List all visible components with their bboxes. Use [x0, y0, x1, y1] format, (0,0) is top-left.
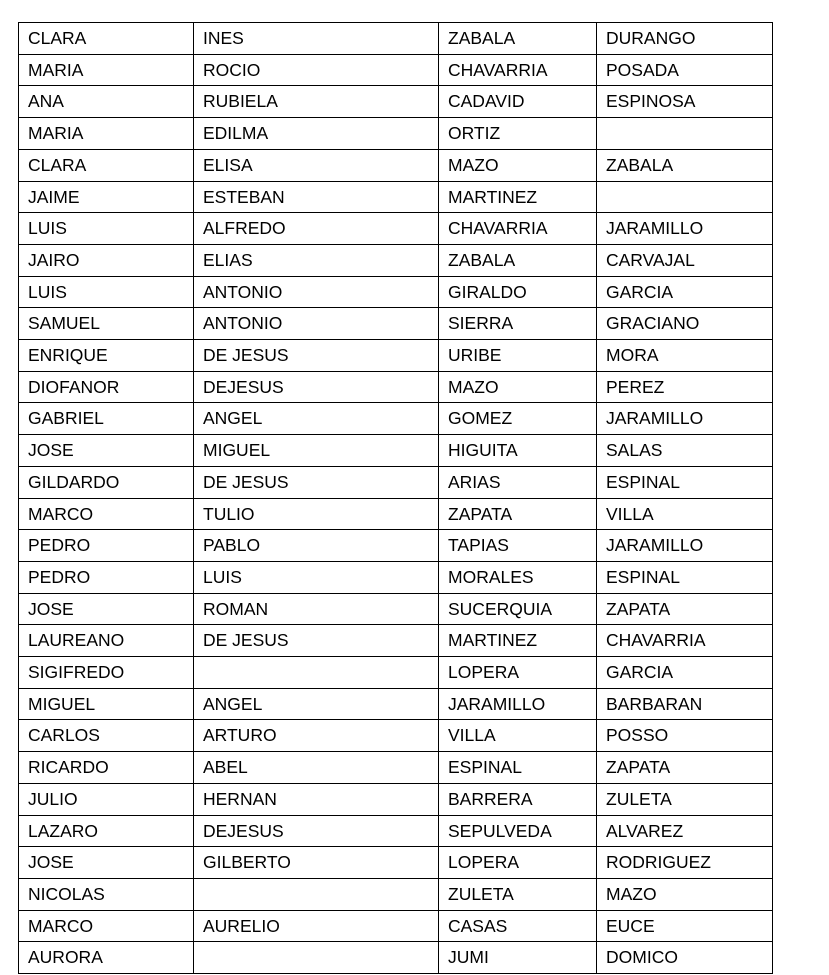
table-row: [19, 783, 773, 815]
table-cell: JOSE: [19, 847, 194, 879]
table-cell: ABEL: [194, 752, 439, 784]
table-cell: RUBIELA: [194, 86, 439, 118]
table-cell: ROCIO: [194, 54, 439, 86]
table-cell: ENRIQUE: [19, 340, 194, 372]
table-cell: MARIA: [19, 54, 194, 86]
table-cell: URIBE: [439, 340, 597, 372]
table-row: [19, 403, 773, 435]
table-cell: CLARA: [19, 149, 194, 181]
table-cell: GARCIA: [597, 276, 773, 308]
table-cell: HERNAN: [194, 783, 439, 815]
table-cell: ESPINAL: [597, 561, 773, 593]
table-cell: JARAMILLO: [597, 213, 773, 245]
table-cell: JARAMILLO: [597, 403, 773, 435]
table-cell: POSSO: [597, 720, 773, 752]
table-cell: EUCE: [597, 910, 773, 942]
table-cell: ALVAREZ: [597, 815, 773, 847]
names-table: [18, 22, 773, 974]
table-row: [19, 308, 773, 340]
table-cell: ESTEBAN: [194, 181, 439, 213]
table-cell: RICARDO: [19, 752, 194, 784]
table-cell: MORALES: [439, 561, 597, 593]
table-cell: ESPINAL: [439, 752, 597, 784]
table-cell: CHAVARRIA: [597, 625, 773, 657]
table-row: [19, 530, 773, 562]
table-cell: JUMI: [439, 942, 597, 974]
table-cell: ZAPATA: [597, 752, 773, 784]
table-row: [19, 371, 773, 403]
table-cell: EDILMA: [194, 118, 439, 150]
table-cell: ANGEL: [194, 403, 439, 435]
table-cell: JOSE: [19, 435, 194, 467]
table-row: [19, 815, 773, 847]
table-row: [19, 878, 773, 910]
table-cell: LOPERA: [439, 657, 597, 689]
table-cell: CHAVARRIA: [439, 213, 597, 245]
table-cell: GOMEZ: [439, 403, 597, 435]
table-cell: LUIS: [19, 276, 194, 308]
table-cell: ELIAS: [194, 244, 439, 276]
table-cell: POSADA: [597, 54, 773, 86]
table-cell: VILLA: [597, 498, 773, 530]
table-cell: [194, 942, 439, 974]
table-cell: LAUREANO: [19, 625, 194, 657]
table-row: [19, 276, 773, 308]
table-cell: INES: [194, 23, 439, 55]
table-cell: NICOLAS: [19, 878, 194, 910]
table-cell: CARVAJAL: [597, 244, 773, 276]
table-cell: ZABALA: [597, 149, 773, 181]
table-cell: ZABALA: [439, 244, 597, 276]
table-cell: ALFREDO: [194, 213, 439, 245]
table-row: [19, 752, 773, 784]
table-cell: [597, 118, 773, 150]
table-row: [19, 910, 773, 942]
table-cell: LOPERA: [439, 847, 597, 879]
table-row: [19, 688, 773, 720]
table-cell: ANA: [19, 86, 194, 118]
table-row: [19, 498, 773, 530]
table-row: [19, 118, 773, 150]
names-table-body: [19, 23, 773, 974]
table-cell: JARAMILLO: [597, 530, 773, 562]
table-cell: PABLO: [194, 530, 439, 562]
table-cell: GRACIANO: [597, 308, 773, 340]
table-cell: DIOFANOR: [19, 371, 194, 403]
table-cell: ORTIZ: [439, 118, 597, 150]
table-cell: JAIRO: [19, 244, 194, 276]
table-cell: SALAS: [597, 435, 773, 467]
table-cell: BARRERA: [439, 783, 597, 815]
table-cell: [194, 878, 439, 910]
table-cell: MARCO: [19, 498, 194, 530]
table-row: [19, 181, 773, 213]
table-cell: ARTURO: [194, 720, 439, 752]
table-cell: JOSE: [19, 593, 194, 625]
table-cell: TAPIAS: [439, 530, 597, 562]
table-cell: DEJESUS: [194, 371, 439, 403]
table-row: [19, 466, 773, 498]
table-cell: ZABALA: [439, 23, 597, 55]
table-row: [19, 86, 773, 118]
table-cell: ANGEL: [194, 688, 439, 720]
table-row: [19, 23, 773, 55]
table-cell: MAZO: [597, 878, 773, 910]
table-cell: JAIME: [19, 181, 194, 213]
table-cell: SIGIFREDO: [19, 657, 194, 689]
table-cell: ARIAS: [439, 466, 597, 498]
table-cell: SEPULVEDA: [439, 815, 597, 847]
table-cell: [597, 181, 773, 213]
table-cell: ANTONIO: [194, 308, 439, 340]
table-cell: DEJESUS: [194, 815, 439, 847]
table-cell: DE JESUS: [194, 466, 439, 498]
table-row: [19, 657, 773, 689]
table-row: [19, 593, 773, 625]
table-cell: DURANGO: [597, 23, 773, 55]
table-cell: MARIA: [19, 118, 194, 150]
table-cell: HIGUITA: [439, 435, 597, 467]
table-cell: MAZO: [439, 149, 597, 181]
table-cell: LUIS: [194, 561, 439, 593]
table-cell: PEREZ: [597, 371, 773, 403]
table-cell: ESPINAL: [597, 466, 773, 498]
table-cell: MIGUEL: [19, 688, 194, 720]
table-cell: GILBERTO: [194, 847, 439, 879]
table-cell: GARCIA: [597, 657, 773, 689]
table-cell: CASAS: [439, 910, 597, 942]
table-cell: MORA: [597, 340, 773, 372]
table-row: [19, 625, 773, 657]
table-cell: LUIS: [19, 213, 194, 245]
table-cell: AURORA: [19, 942, 194, 974]
table-cell: MARTINEZ: [439, 181, 597, 213]
table-row: [19, 942, 773, 974]
table-cell: GABRIEL: [19, 403, 194, 435]
table-cell: CHAVARRIA: [439, 54, 597, 86]
table-cell: JULIO: [19, 783, 194, 815]
table-row: [19, 720, 773, 752]
table-cell: CARLOS: [19, 720, 194, 752]
table-cell: DOMICO: [597, 942, 773, 974]
table-cell: BARBARAN: [597, 688, 773, 720]
table-cell: ANTONIO: [194, 276, 439, 308]
table-cell: ZAPATA: [597, 593, 773, 625]
table-cell: SIERRA: [439, 308, 597, 340]
table-cell: MARTINEZ: [439, 625, 597, 657]
table-cell: PEDRO: [19, 530, 194, 562]
table-cell: ZULETA: [597, 783, 773, 815]
table-cell: ELISA: [194, 149, 439, 181]
table-row: [19, 340, 773, 372]
table-row: [19, 435, 773, 467]
table-cell: ESPINOSA: [597, 86, 773, 118]
table-cell: MIGUEL: [194, 435, 439, 467]
table-row: [19, 244, 773, 276]
table-cell: CLARA: [19, 23, 194, 55]
table-cell: ROMAN: [194, 593, 439, 625]
table-cell: LAZARO: [19, 815, 194, 847]
table-row: [19, 561, 773, 593]
table-row: [19, 847, 773, 879]
table-row: [19, 54, 773, 86]
table-cell: TULIO: [194, 498, 439, 530]
table-cell: VILLA: [439, 720, 597, 752]
table-cell: RODRIGUEZ: [597, 847, 773, 879]
table-cell: SUCERQUIA: [439, 593, 597, 625]
table-cell: MARCO: [19, 910, 194, 942]
table-cell: SAMUEL: [19, 308, 194, 340]
table-row: [19, 149, 773, 181]
table-cell: DE JESUS: [194, 340, 439, 372]
table-cell: GILDARDO: [19, 466, 194, 498]
table-cell: MAZO: [439, 371, 597, 403]
table-cell: CADAVID: [439, 86, 597, 118]
table-cell: JARAMILLO: [439, 688, 597, 720]
table-cell: ZULETA: [439, 878, 597, 910]
table-cell: ZAPATA: [439, 498, 597, 530]
table-cell: [194, 657, 439, 689]
table-cell: AURELIO: [194, 910, 439, 942]
table-cell: PEDRO: [19, 561, 194, 593]
table-cell: DE JESUS: [194, 625, 439, 657]
table-cell: GIRALDO: [439, 276, 597, 308]
table-row: [19, 213, 773, 245]
